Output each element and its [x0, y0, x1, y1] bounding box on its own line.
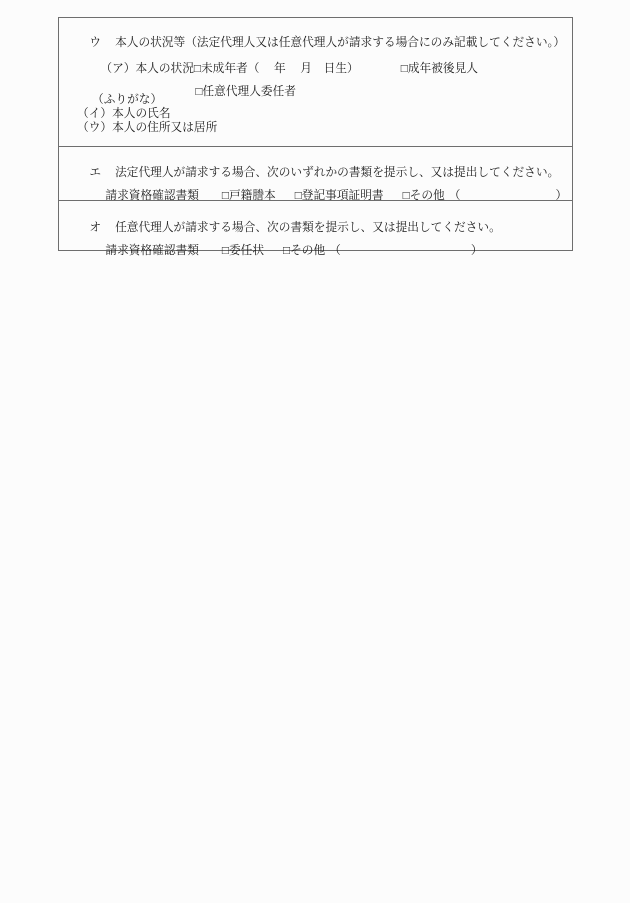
section-o-docs-line — [82, 231, 483, 270]
other-open-paren-e: （ — [448, 189, 461, 202]
other-fill-in-blank-o — [341, 253, 471, 254]
item-a-label: （ア）本人の状況 — [100, 62, 194, 75]
other-close-paren-e: ） — [555, 189, 568, 202]
checkbox-other-e[interactable]: □ — [402, 189, 410, 202]
docs-type-label: 請求資格確認書類 — [105, 189, 199, 202]
section-u-index: ウ — [89, 36, 102, 49]
other-fill-in-blank-e — [460, 198, 555, 199]
checkbox-other-e-label: その他 — [409, 189, 445, 202]
section-o-heading-text: 任意代理人が請求する場合、次の書類を提示し、又は提出してください。 — [115, 221, 501, 234]
form-table — [58, 17, 573, 257]
checkbox-registry-certificate[interactable]: □ — [294, 189, 302, 202]
section-o-index: オ — [89, 221, 102, 234]
furigana-label: （ふりがな） — [92, 93, 163, 106]
other-open-paren-o: （ — [329, 244, 341, 257]
checkbox-adult-ward[interactable]: □ — [400, 62, 408, 75]
section-row-e — [59, 146, 572, 200]
checkbox-other-o-label: その他 — [290, 244, 326, 257]
section-row-u — [59, 18, 572, 146]
checkbox-voluntary-delegator[interactable]: □ — [195, 85, 203, 98]
voluntary-delegator-line — [172, 72, 296, 111]
checkbox-family-register-label: 戸籍謄本 — [228, 189, 276, 202]
checkbox-registry-certificate-label: 登記事項証明書 — [301, 189, 384, 202]
section-row-o — [59, 200, 572, 257]
item-i-label: （イ）本人の氏名 — [77, 107, 171, 120]
checkbox-family-register[interactable]: □ — [221, 189, 229, 202]
section-e-heading-text: 法定代理人が請求する場合、次のいずれかの書類を提示し、又は提出してください。 — [115, 166, 560, 179]
checkbox-other-o[interactable]: □ — [283, 244, 291, 257]
checkbox-power-of-attorney[interactable]: □ — [221, 244, 229, 257]
checkbox-adult-ward-label: 成年被後見人 — [407, 62, 478, 75]
section-e-index: エ — [89, 166, 102, 179]
checkbox-minor-label: 未成年者（ 年 月 日生） — [200, 62, 359, 75]
checkbox-voluntary-delegator-label: 任意代理人委任者 — [202, 85, 296, 98]
checkbox-power-of-attorney-label: 委任状 — [228, 244, 265, 257]
checkbox-minor[interactable]: □ — [193, 62, 201, 75]
docs-type-label-o: 請求資格確認書類 — [105, 244, 199, 257]
item-u-label: （ウ）本人の住所又は居所 — [77, 121, 218, 134]
section-u-heading-text: 本人の状況等（法定代理人又は任意代理人が請求する場合にのみ記載してください。） — [115, 36, 566, 49]
other-close-paren-o: ） — [470, 244, 483, 257]
